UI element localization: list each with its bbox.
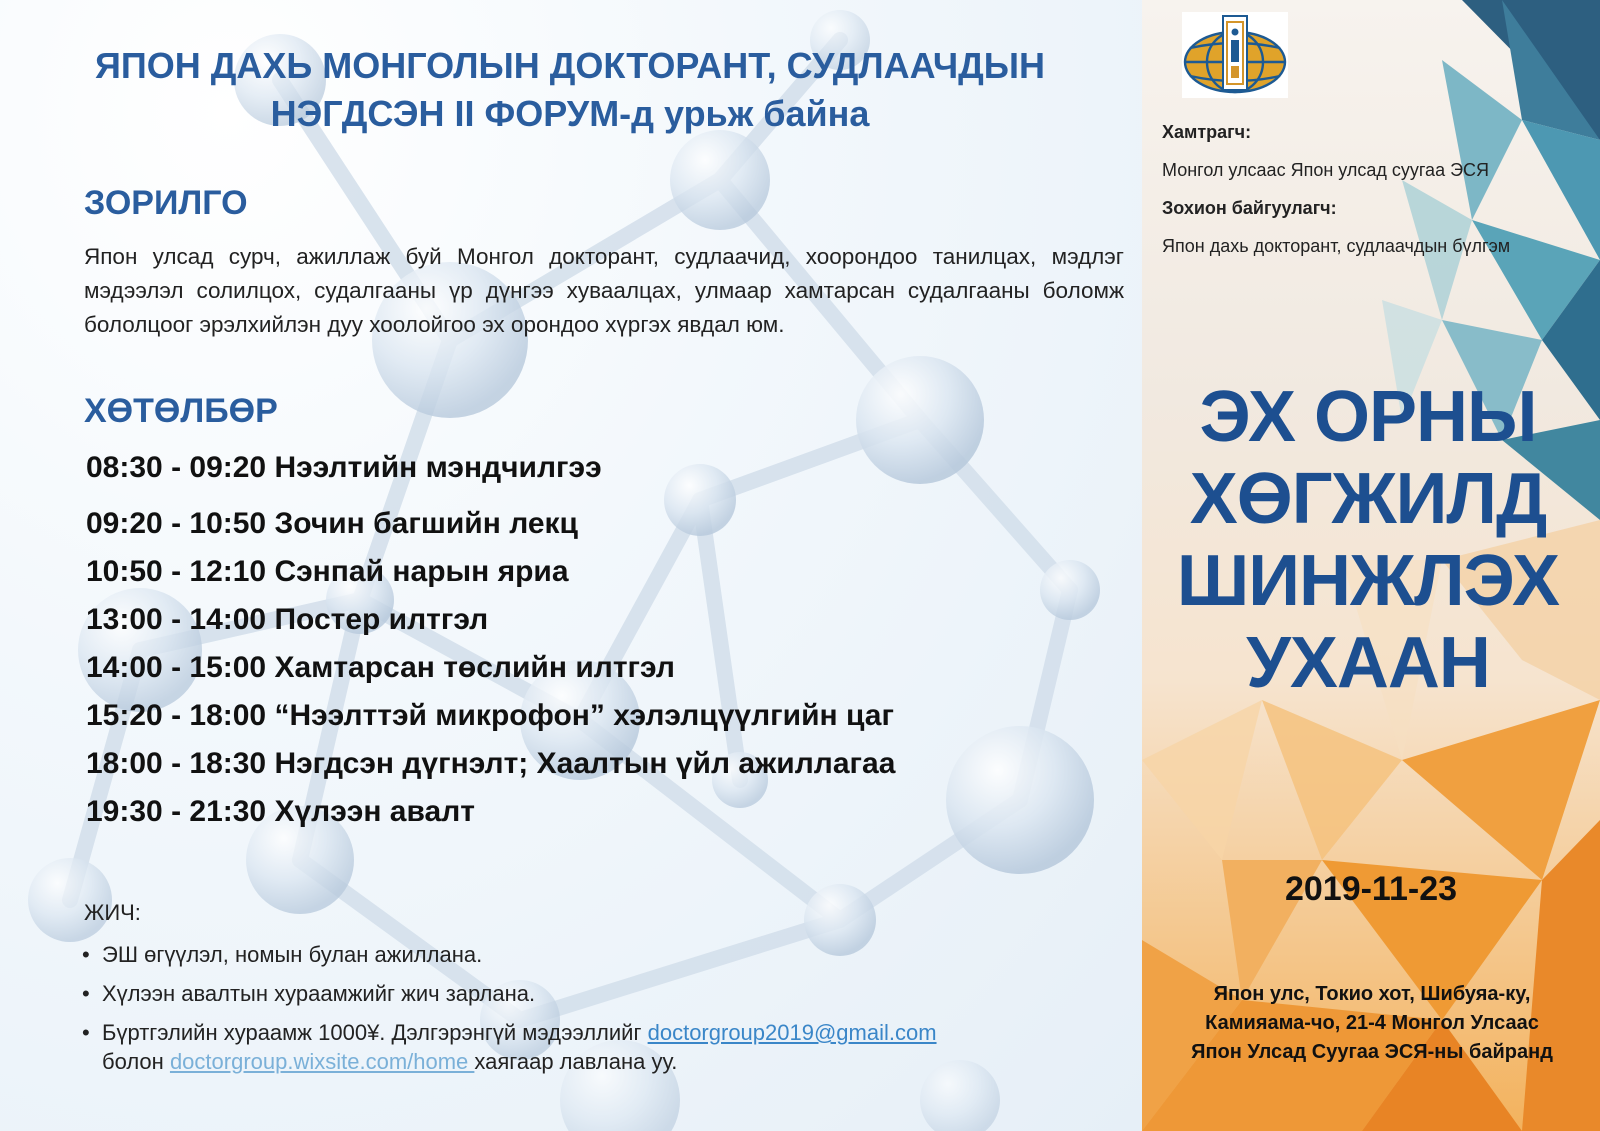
event-address [1152, 980, 1592, 1067]
schedule-item: 08:30 - 09:20 Нээлтийн мэндчилгээ [86, 451, 602, 484]
partner-label: Хамтрагч: [1162, 122, 1252, 142]
organizer-value: Япон дахь докторант, судлаачдын бүлгэм [1162, 236, 1511, 256]
notes-heading: ЖИЧ: [84, 900, 141, 925]
address-line: Камияама-чо, 21-4 Монгол Улсаас [1205, 1012, 1539, 1034]
bullet-icon: • [82, 981, 90, 1006]
partner-value: Монгол улсаас Япон улсад суугаа ЭСЯ [1162, 160, 1490, 180]
address-line: Япон Улсад Суугаа ЭСЯ-ны байранд [1191, 1041, 1553, 1063]
bullet-icon: • [82, 942, 90, 967]
schedule-item: 10:50 - 12:10 Сэнпай нарын яриа [86, 555, 569, 588]
slogan [1158, 376, 1578, 704]
schedule-item: 09:20 - 10:50 Зочин багшийн лекц [86, 507, 578, 540]
note-text: Бүртгэлийн хураамж 1000¥. Дэлгэрэнгүй мэдээллийг [102, 1020, 648, 1045]
schedule-item: 19:30 - 21:30 Хүлээн авалт [86, 795, 475, 828]
schedule-item: 15:20 - 18:00 “Нээлттэй микрофон” хэлэлцүүлгийн цаг [86, 699, 894, 732]
website-link[interactable]: doctorgroup.wixsite.com/home [169, 1049, 475, 1074]
slogan-line: ЭХ ОРНЫ [1199, 377, 1537, 457]
notes-list [82, 940, 1122, 1086]
schedule-item: 13:00 - 14:00 Постер илтгэл [86, 603, 489, 636]
slogan-line: ШИНЖЛЭХ [1176, 541, 1560, 621]
title-line-2: НЭГДСЭН II ФОРУМ-д урьж байна [270, 93, 870, 134]
bullet-icon: • [82, 1020, 90, 1045]
organizer-label: Зохион байгуулагч: [1162, 198, 1337, 218]
goal-paragraph: Япон улсад сурч, ажиллаж буй Монгол докторант, судлаачид, хоорондоо танилцах, мэдлэг мэдээлэл солилцох, судалгааны үр дүнгээ хуваалцах, улмаар хамтарсан судалгааны боломж бололцоог эрэлхийлэн дуу хоолойгоо эх орондоо хүргэх явдал юм. [84, 244, 1124, 337]
slogan-line: ХӨГЖИЛД [1189, 459, 1547, 539]
note-text: хаягаар лавлана уу. [474, 1049, 678, 1074]
goal-heading: ЗОРИЛГО [84, 184, 248, 222]
event-date: 2019-11-23 [1284, 870, 1458, 908]
address-line: Япон улс, Токио хот, Шибуяа-ку, [1213, 983, 1531, 1005]
schedule-item: 18:00 - 18:30 Нэгдсэн дүгнэлт; Хаалтын үйл ажиллагаа [86, 747, 896, 780]
note-item [82, 1018, 1122, 1076]
email-link[interactable]: doctorgroup2019@gmail.com [647, 1020, 937, 1045]
forum-title [40, 42, 1100, 138]
program-heading: ХӨТӨЛБӨР [84, 392, 278, 430]
note-text: болон [102, 1049, 170, 1074]
note-text: Хүлээн авалтын хураамжийг жич зарлана. [102, 981, 536, 1006]
program-schedule [86, 452, 895, 844]
schedule-item: 14:00 - 15:00 Хамтарсан төслийн илтгэл [86, 651, 675, 684]
note-item [82, 940, 1122, 969]
mongolia-state-emblem-icon [1182, 12, 1288, 98]
title-line-1: ЯПОН ДАХЬ МОНГОЛЫН ДОКТОРАНТ, СУДЛААЧДЫН [94, 45, 1046, 86]
slogan-line: УХААН [1246, 623, 1490, 703]
note-text: ЭШ өгүүлэл, номын булан ажиллана. [102, 942, 483, 967]
note-item [82, 979, 1122, 1008]
